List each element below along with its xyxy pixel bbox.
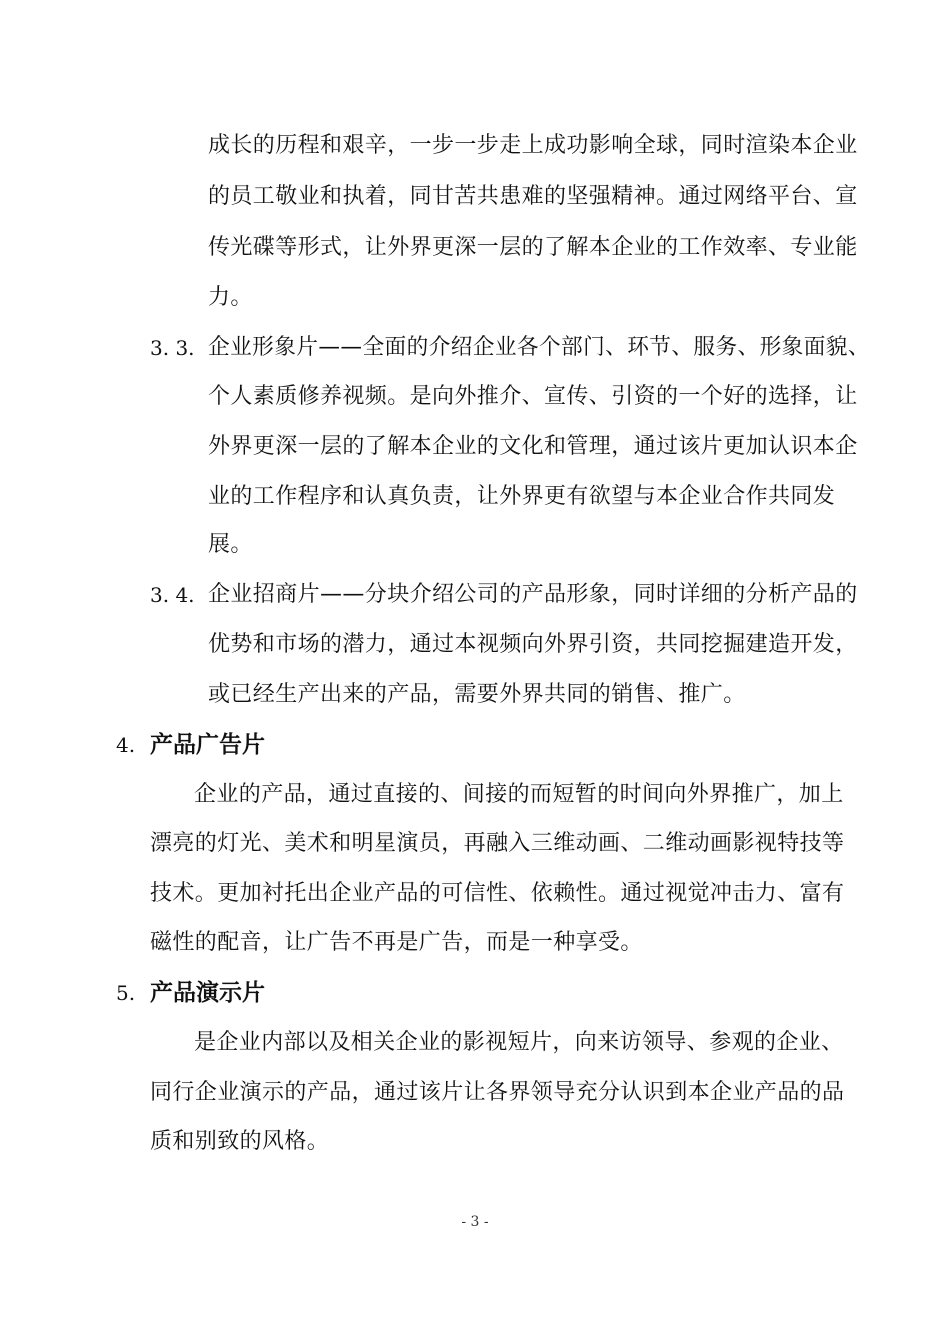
paragraph-line: 展。	[208, 532, 253, 557]
section-number: 3. 3.	[150, 336, 195, 360]
page-number: - 3 -	[461, 1214, 489, 1230]
paragraph-line: 质和别致的风格。	[150, 1129, 330, 1154]
paragraph-line: 技术。更加衬托出企业产品的可信性、依赖性。通过视觉冲击力、富有	[150, 881, 845, 906]
paragraph-line: 业的工作程序和认真负责，让外界更有欲望与本企业合作共同发	[208, 484, 836, 509]
paragraph-line: 个人素质修养视频。是向外推介、宣传、引资的一个好的选择，让	[208, 384, 858, 409]
section-number: 3. 4.	[150, 583, 195, 607]
paragraph-line: 的员工敬业和执着，同甘苦共患难的坚强精神。通过网络平台、宣	[208, 184, 858, 209]
section-heading: 产品广告片	[150, 732, 265, 758]
paragraph-line: 企业招商片——分块介绍公司的产品形象，同时详细的分析产品的	[208, 582, 858, 607]
section-number: 5.	[116, 981, 136, 1005]
paragraph-line: 或已经生产出来的产品，需要外界共同的销售、推广。	[208, 682, 746, 707]
paragraph-line: 力。	[208, 285, 253, 310]
section-number: 4.	[116, 733, 136, 757]
paragraph-line: 同行企业演示的产品，通过该片让各界领导充分认识到本企业产品的品	[150, 1080, 845, 1105]
paragraph-line: 企业形象片——全面的介绍企业各个部门、环节、服务、形象面貌、	[208, 335, 870, 360]
paragraph-line: 磁性的配音，让广告不再是广告，而是一种享受。	[150, 930, 643, 955]
paragraph-line: 传光碟等形式，让外界更深一层的了解本企业的工作效率、专业能	[208, 235, 858, 260]
paragraph-line: 企业的产品，通过直接的、间接的而短暂的时间向外界推广，加上	[194, 782, 844, 807]
paragraph-line: 成长的历程和艰辛，一步一步走上成功影响全球，同时渲染本企业	[208, 133, 858, 158]
paragraph-line: 是企业内部以及相关企业的影视短片，向来访领导、参观的企业、	[194, 1030, 844, 1055]
section-heading: 产品演示片	[150, 980, 265, 1006]
paragraph-line: 外界更深一层的了解本企业的文化和管理，通过该片更加认识本企	[208, 434, 858, 459]
paragraph-line: 漂亮的灯光、美术和明星演员，再融入三维动画、二维动画影视特技等	[150, 831, 845, 856]
paragraph-line: 优势和市场的潜力，通过本视频向外界引资，共同挖掘建造开发，	[208, 632, 858, 657]
